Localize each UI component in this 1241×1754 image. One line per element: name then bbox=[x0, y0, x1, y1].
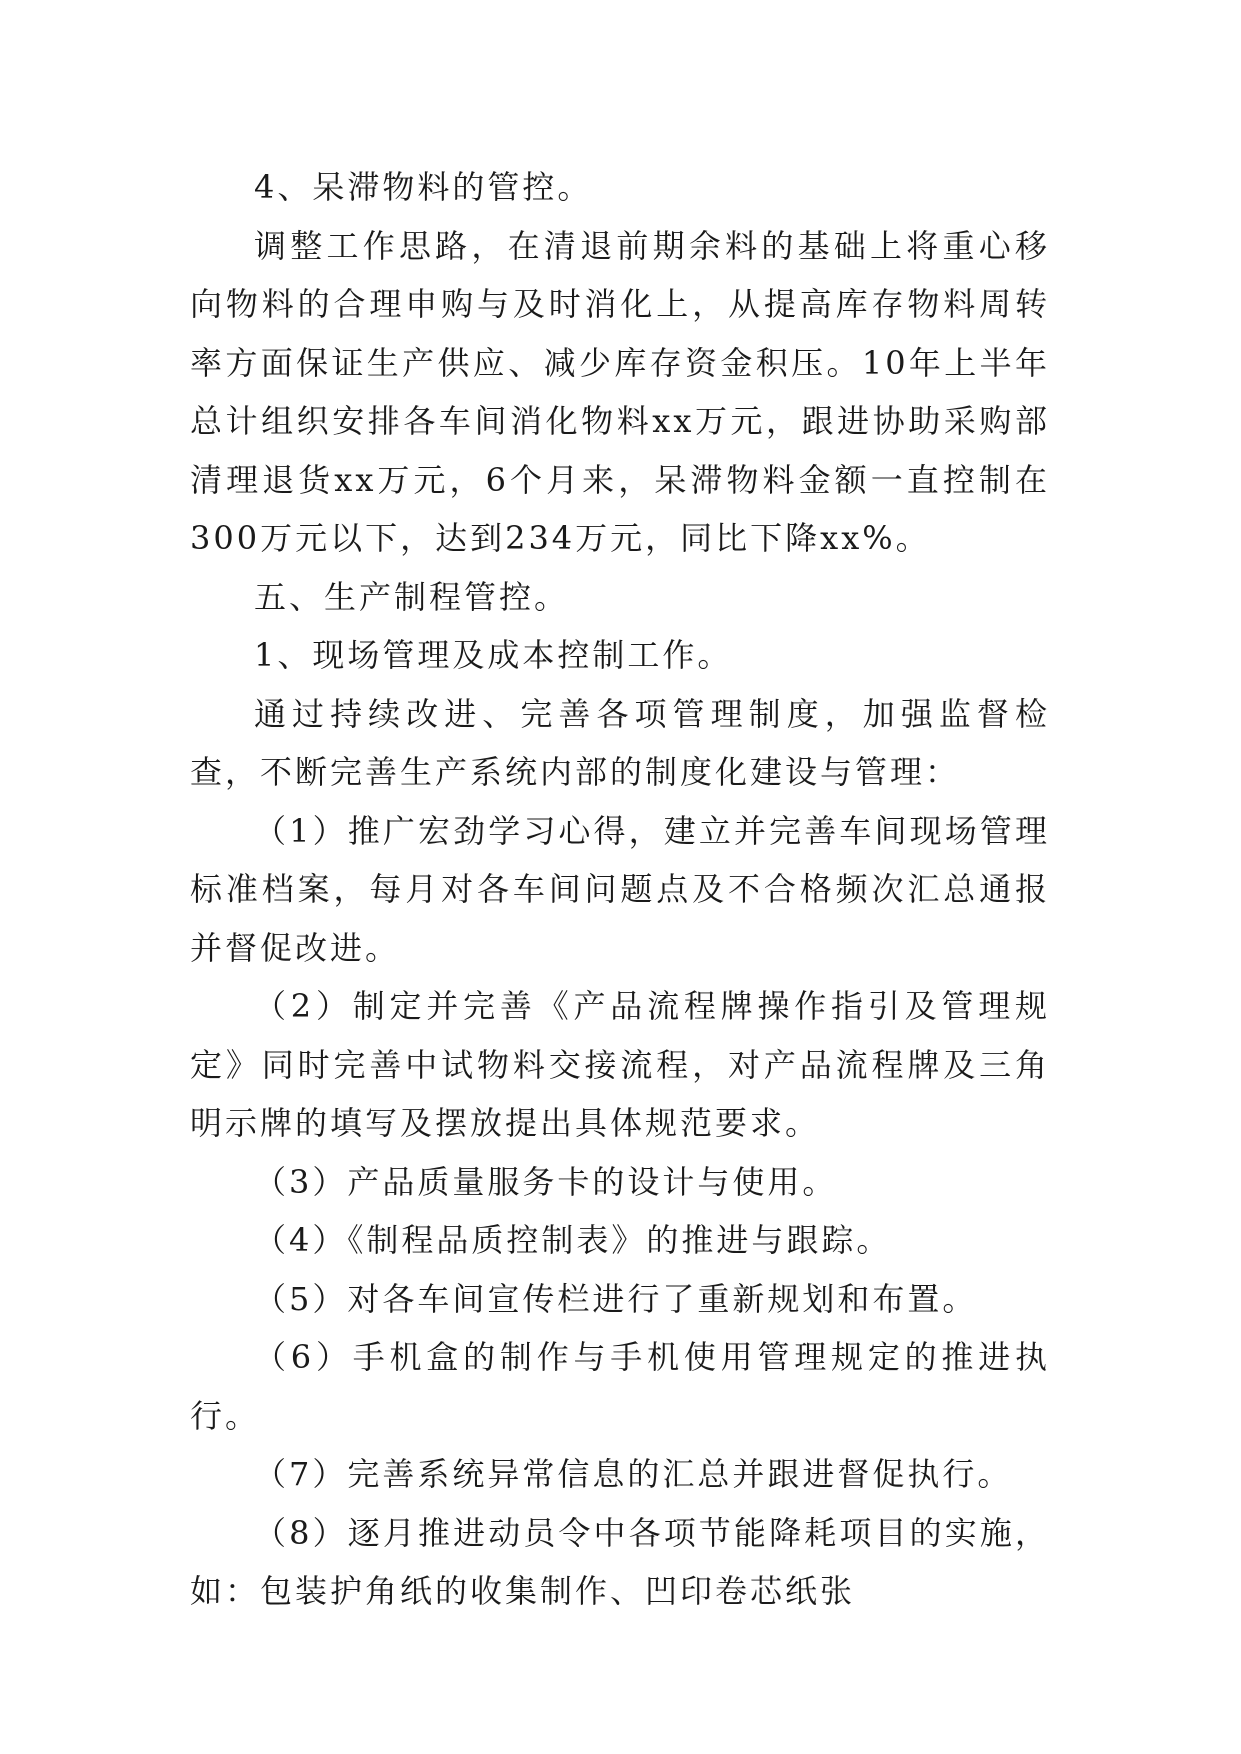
paragraph-heading-5-1: 1、现场管理及成本控制工作。 bbox=[254, 636, 733, 674]
paragraph-body: 调整工作思路，在清退前期余料的基础上将重心移向物料的合理申购与及时消化上，从提高库存物料周转率方面保证生产供应、减少库存资金积压。10年上半年总计组织安排各车间消化物料xx万元，跟进协助采购部清理退货xx万元，6个月来，呆滞物料金额一直控制在300万元以下，达到234万元，同比下降xx%。 bbox=[190, 226, 1050, 557]
list-item: （6）手机盒的制作与手机使用管理规定的推进执行。 bbox=[190, 1338, 1050, 1435]
list-item: （4）《制程品质控制表》的推进与跟踪。 bbox=[254, 1221, 892, 1259]
list-item: （3）产品质量服务卡的设计与使用。 bbox=[254, 1162, 838, 1201]
list-item: （5）对各车间宣传栏进行了重新规划和布置。 bbox=[254, 1279, 978, 1318]
list-item: （1）推广宏劲学习心得，建立并完善车间现场管理标准档案，每月对各车间问题点及不合格频次汇总通报并督促改进。 bbox=[190, 811, 1050, 967]
list-item: （7）完善系统异常信息的汇总并跟进督促执行。 bbox=[254, 1455, 1013, 1493]
paragraph-heading-4: 4、呆滞物料的管控。 bbox=[254, 168, 593, 206]
list-item: （2）制定并完善《产品流程牌操作指引及管理规定》同时完善中试物料交接流程，对产品流程牌及三角明示牌的填写及摆放提出具体规范要求。 bbox=[190, 987, 1050, 1142]
paragraph-heading-5: 五、生产制程管控。 bbox=[254, 577, 570, 616]
paragraph-body: 通过持续改进、完善各项管理制度，加强监督检查，不断完善生产系统内部的制度化建设与管理： bbox=[190, 694, 1050, 791]
list-item: （8）逐月推进动员令中各项节能降耗项目的实施，如：包装护角纸的收集制作、凹印卷芯纸张 bbox=[190, 1513, 1050, 1610]
document-body bbox=[190, 158, 1050, 1621]
